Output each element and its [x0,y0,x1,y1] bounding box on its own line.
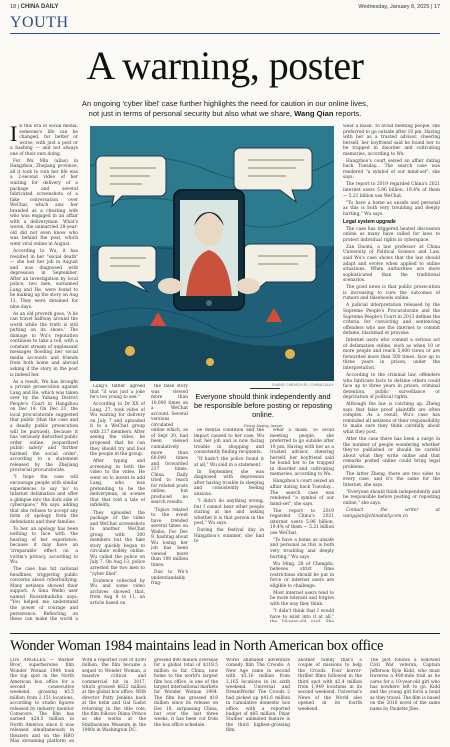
pull-quote-rule [250,388,280,389]
paragraph: Evidence collected by Wu and some video archives showed that, from Aug 8 to 11, an article based on [90,578,145,606]
bottom-column-4 [226,658,290,744]
paragraph: grossed $98 million overseas for a global total of $118.5 million so far. China, now home to the world's largest film box office, is one of the largest international markets for Wonder Woman 1984. The film has grossed $18 million since its release on Dec 18, surpassing China, but over the last three weeks, it has been cut from the box office schedule. [154,658,218,728]
section-divider [10,633,440,634]
paragraph: Most internet users tend to be more tolerant and forgive with the way they think. [270,590,334,607]
paragraph: another family that's a couple of missions to help the Croods. Four horror-thriller films followed in the third spot with $2.4 million from 1,949 locations in its second weekend. Universal's News of the World also opened in its fourth weekend. [298,658,362,712]
bottom-column-2 [82,658,146,744]
deck-line-2 [30,109,420,119]
paragraph: ile mental condition and the impact caused to her case, Wu lost her job and is now facing trouble in shopping and consistently finding recipients. [194,428,264,456]
paragraph: The good news is that public prosecution is increasing to cure the outcomes of rumors and falsehoods online. [343,285,440,302]
article-column-3 [151,384,188,622]
paragraph: Wu Ming, 28 of Chengdu, believes strict time restrictions should be put in force or internet users are eligible to challenge. [270,561,334,589]
article-column-6 [343,124,440,622]
drop-cap: I [10,124,18,146]
illustration [90,126,334,381]
deck-line-1: An ongoing 'cyber libel' case further highlights the need for caution in our online lives, [81,99,369,108]
paragraph: In September, she was diagnosed with depression after having trouble in sleeping and consistently feeling anxious. [194,469,264,498]
paragraph: Hangzhou's court seized an affair dating back Tuesday... The search case was rendered "a symbol of our mind-set", she says. [270,479,334,507]
paragraph: "To have a home as unsafe and personal as this is both very troubling and deeply hurting," Wu says. [270,537,334,560]
paragraph: The report to 2019 regarded China's 2021 internet users 5.96 billion, 19.4% of them — 5.21 billion use WeChat. [270,508,334,536]
paragraph: "I didn't do anything wrong, but I cannot bear other people staring at me and asking whether it is that person in the post," Wu says. [194,499,264,527]
logo: CHINA DAILY [20,4,59,10]
pull-quote [192,392,334,430]
paragraph: Lang's father agreed that "it was just a joke he's too young to see." [90,384,145,401]
page-number: 18 | [10,4,21,10]
subheading: Legal system upgrade [343,219,396,226]
paragraph: During the festival day in Hangzhou's summer, she had to [194,528,264,545]
paragraph: The case has triggered heated discussion online as many have called for laws to protect individual rights in cyberspace. [343,226,440,243]
paragraph: wear a mask. To avoid meeting people, she preferred to go outside after 10 pm. Having with her as a trusted advisor, cheering herself, her boyfriend said he found her to be trapped in disorder and cultivating memories, according to Wu. [270,428,334,478]
paragraph: The plot follows a widowed Civil War veteran, Captain Jefferson Kyle Kidd, who must traverse a 400-mile trail as he cares for a 10-year-old girl who has nowhere left to go. Kidd and the young girl form a bond as they travel. The film is based on the 2016 novel of the same name by Paulette Jiles. [370,658,440,712]
paragraph: Hangzhou's court seized an affair dating back Tuesday... The search case was rendered "a symbol of our mind-set", she says. [343,158,440,181]
paragraph: With a reported cost of $200 million, the film became a sequel to Wonder Woman, a massive critical and commercial hit in 2017, which grossed $822 million at the global box office. With director Patty Jenkins back at the helm and Gal Gadot returning in the title role, the film follows Diana Prince as she works at the Smithsonian Museum in the 1980s in Washington DC. [82,658,146,734]
paragraph: wear a mask. To avoid meeting people, she preferred to go outside after 10 pm. Having with her as a trusted advisor, cheering herself, her boyfriend said he found her to be trapped in disorder and cultivating memories, according to Wu. [343,124,440,157]
bottom-column-1 [10,658,74,744]
paragraph: "I didn't think that I would have to exist into it at all," [270,608,334,620]
masthead-date: Wednesday, January 8, 2025 | 17 [358,4,440,10]
bottom-story-headline: Wonder Woman 1984 maintains lead in North American box office [10,638,384,654]
deck-author: Wang Qian [294,108,334,118]
illustration-credit: ZHANG CHENGYUE / CHINA DAILY [271,383,334,387]
paragraph: For Wu Min (alias) in Hangzhou, Zhejiang province, all it took to ruin her life was a 2-second video of her waiting for delivery of a package and several fabricated screenshots of a fake conversation over WeChat, which saw her branded as a cheating wife who was engaged in an affair with a deliveryman. What's worse, the unmarried 28-year-old did not even know who was behind the post, which went viral online in August. [10,158,78,247]
section-title: YOUTH [10,14,69,31]
bottom-column-6 [370,658,440,744]
paragraph: After the case there has been a surge in the number of people wondering whether they've published or should be careful about what they write online and that remarks posted online could bring legal problems. [343,436,440,470]
pull-quote-text: Everyone should think independently and be responsible before posting or reposting online. [193,392,333,419]
paragraph: "To have a home as unsafe and personal as this is both very troubling and deeply hurting," Wu says. [343,200,440,217]
bottom-column-5 [298,658,362,744]
top-rule [10,33,440,34]
bottom-column-3 [154,658,218,744]
masthead-left [10,4,59,10]
paragraph: Due to Wu's understandably frag- [151,570,188,587]
paragraph: According to Wu, it has resulted in her "social death" — she lost her job in August and was diagnosed with depression in September. After an investigation by local police, two men, surnamed Lang and He, were found to be making up the story on Aug 13. They were detained for nine days. [10,249,78,310]
paragraph: According to Dr XX of Lang, 27, took video of Wu waiting for delivery on July 7 and uploaded it to a WeChat group with 217 members. After seeing the video, he proposed that he can they should try and fool the people in the group. [90,402,145,458]
paragraph: LOS ANGELES — Warner Bros' superheroine film Wonder Woman 1984 took the top spot in the North American box office for a second consecutive weekend, grossing $5.5 million from 2,151 locations, according to studio figures released by industry monitor Comscore. The film has earned $28.5 million in North America since it was released simultaneously in theaters and on the HBO Max streaming platform on [10,658,74,744]
paragraph: According to the criminal law, offenders who fabricate facts to defame others could face up to three years in prison, criminal detention, public surveillance or deprivation of political rights. [343,372,440,401]
paragraph: A judicial interpretation released by the Supreme People's Procuratorate and the Supreme People's Court in 2013 defines the criteria for convicting and sentencing offenders who use the internet to commit defame, blackmail or provoke. [343,303,440,337]
paragraph: Internet users who commit a serious act of defamation online, such as when 10 or more people and reach 5,000 views or are forwarded more than 500 times, face up to three years in prison, under the interpretation. [343,338,440,371]
writer-contact: Contact the writer at wangqian@chinadaily.com.cn [343,508,440,519]
paragraph: the false story was viewed more than 10,000 times on a WeChat account. Several versions circulated online which, as of Sept 30, had been viewed cumulatively more than 60,000 times and forwarded 217 times. China Daily tried to reach for related posts online, but produced no search results. [151,384,188,506]
paragraph: 'Topics related to the event have trended several times on Weibo. For Dec 9, hashtag about Wu losing her job has been viewed more than 100 million times. [151,507,188,568]
paragraph: "I hope the case will encourage people with similar experiences to say 'no' to Internet defamation and offer a glimpse into the dark side of cyberspace," Wu says, adding that she refuses to accept any form of apology from the defendants and their families. [10,475,78,525]
paragraph: Although the law is catching up, Zheng says that false proof plaintiffs are often complex. As a result, Wu's case has reminded all netizens of their responsibility to make sure they think carefully about what they post. [343,402,440,435]
paragraph: World animated adventure comedy film The Croods: A New Age came in second with $5.16 million from 2,165 locations in its sixth weekend. Universal and DreamWorks' The Croods 2 had picked up $41.6 million in cumulative domestic box office, with a reported budget of $65 million. Pixar Studios' animated feature is the third highest-grossing film. [226,658,290,734]
paragraph: The latter Zheng, there are two sides to every case, and it's the same for the Internet, she says. [343,471,440,488]
paragraph: The case has hit national headlines, triggering public concerns about cyberbullying. Many netizens showed their support. A Sina Weibo user named Ruoxiebudizhu says: "You helped me understand the power of courage and persistence. Reflecting on these can make the world a [10,567,78,622]
article-headline: A warning, poster [86,43,364,88]
article-column-5 [270,428,334,622]
article-column-2 [90,384,145,622]
pull-quote-attribution: Zheng Jiaqing, lawyer [243,423,283,428]
paragraph: As an old proverb goes, 'A lie can travel halfway around the world while the truth is still putting on its shoes.' The damage to Wu's reputation continues to take a toll, with a constant stream of unpleasant messages flooding her social media accounts and friends from both home and abroad asking if the story in the post is indeed her. [10,311,78,378]
paragraph: The report to 2019 regarded China's 2021 internet users 5.96 billion, 19.4% of them — 5.21 billion use WeChat. [343,182,440,199]
deck-text: not just in terms of personal security but also what we share, [88,108,295,118]
paragraph: "Everyone should think independently and be responsible before posting or reposting online," she says. [343,489,440,506]
article-column-1 [10,124,78,622]
masthead [10,3,440,13]
article-deck [30,99,420,118]
paragraph: To her, an apology has been nothing to face with 'the hearing of her experience, because it may have an 'irreparable' effect on a victim's privacy, according to Wu. [10,526,78,566]
paragraph: Zan Daomi, a law professor at China University of Political Science and Law, said Wu's case shows that the law should adapt and evolve when applied to online situations. When authorities are more sophisticated than the traditional scenarios. [343,244,440,284]
paragraph: n this era of social media, someone's life can be changed, for better or worse, with just a post or a hashing — and not always one of their own doing. [10,124,78,157]
deck-text-end: reports. [333,108,362,118]
paragraph: They uploaded the package of the video and WeChat screenshots to another WeChat group with 300 members but the fake story quickly began to circulate widely online. Wu called the police on July 7. On Aug 13, police arrested the two men to "cyber libel". [90,510,145,577]
paragraph: After typing and screening in both the video to the video, He went on to invent to add Lang, who was pretending to be the deliveryman, in scenes that that told a tale of infidelity. [90,459,145,509]
paragraph: As a result, Wu has brought a private prosecution against Lang and He, which was taken over by the Yuhang District People's Court in Hangzhou on Dec 14. On Dec 21, the local procuratorate suggested that public (that the case and a deadly public prosecution will be pursued), because it has 'seriously disturbed public order online, jeopardized public safety' and 'further harmed the social order', according to a statement released by the Zhejiang provincial procuratorate. [10,379,78,474]
article-column-4 [194,428,264,622]
paragraph: "If hadn't the police found it at all," Wu said in a statement. [194,457,264,468]
